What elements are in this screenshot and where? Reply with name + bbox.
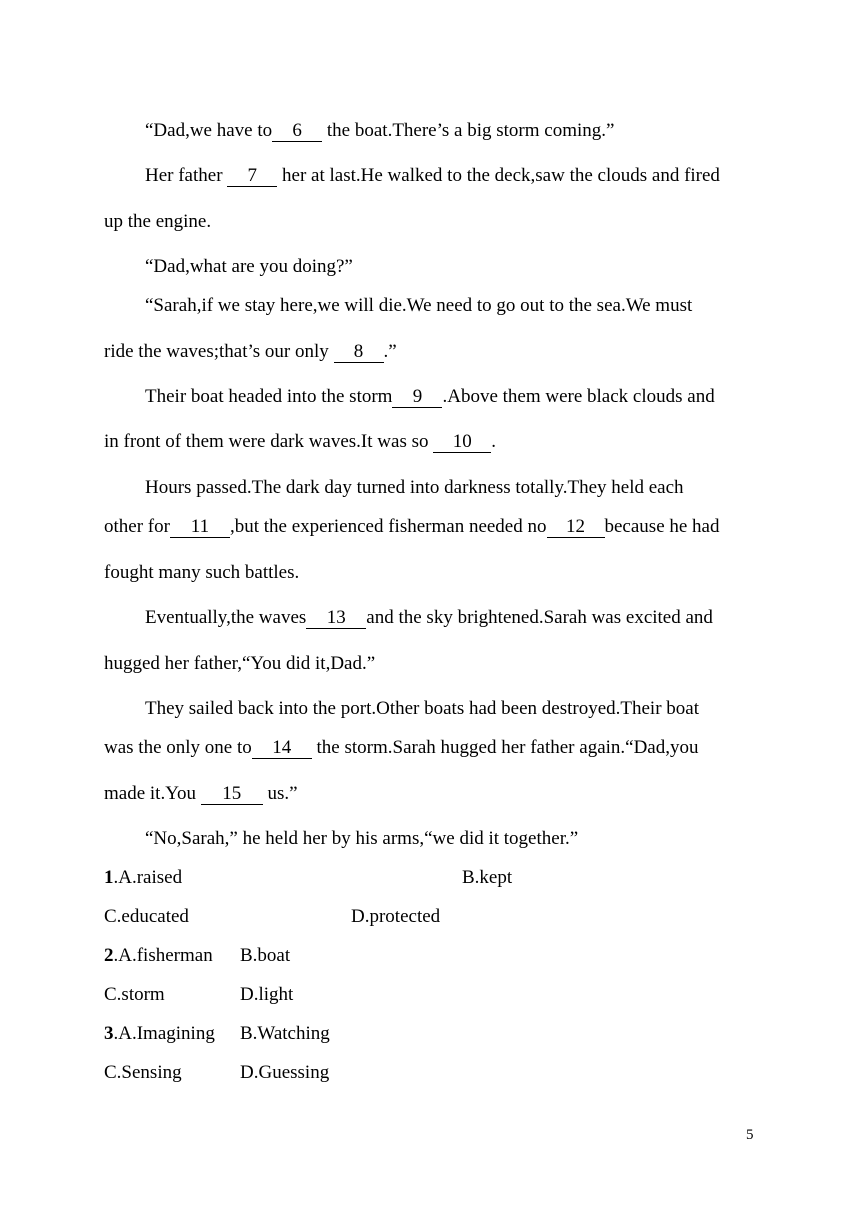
passage-line-4: “Dad,what are you doing?”: [145, 256, 353, 277]
question-1-option-c: C.educated: [104, 906, 189, 927]
passage-text: the boat.There’s a big storm coming.”: [322, 120, 615, 141]
question-2-option-a: [104, 944, 213, 968]
question-2-option-b: B.boat: [240, 945, 291, 966]
question-2-option-d: D.light: [240, 984, 294, 1005]
passage-line-9: Hours passed.The dark day turned into darkness totally.They held each: [145, 477, 684, 498]
passage-text: Eventually,the waves: [145, 607, 307, 628]
passage-line-13: hugged her father,“You did it,Dad.”: [104, 653, 376, 674]
blank-13: 13: [306, 608, 366, 629]
question-number: 1: [104, 867, 114, 888]
passage-line-10: [104, 515, 720, 539]
question-number: 2: [104, 945, 114, 966]
blank-15: 15: [201, 784, 263, 805]
passage-line-2: [145, 164, 720, 188]
passage-text: other for: [104, 516, 170, 537]
blank-10: 10: [433, 432, 491, 453]
passage-text: because he had: [604, 516, 720, 537]
passage-line-3: up the engine.: [104, 211, 212, 232]
blank-12: 12: [547, 517, 605, 538]
question-3-option-b: B.Watching: [240, 1023, 330, 1044]
question-number: 3: [104, 1023, 114, 1044]
blank-7: 7: [227, 166, 277, 187]
page-number: 5: [746, 1127, 754, 1143]
blank-8: 8: [334, 342, 384, 363]
passage-text: and the sky brightened.Sarah was excited and: [366, 607, 713, 628]
passage-text: us.”: [262, 783, 298, 804]
passage-line-16: [104, 782, 298, 806]
option-text: .A.raised: [113, 867, 183, 888]
question-1-option-a: [104, 866, 182, 890]
passage-line-15: [104, 736, 699, 760]
option-text: .A.fisherman: [113, 945, 213, 966]
passage-text: made it.You: [104, 783, 201, 804]
passage-text: in front of them were dark waves.It was so: [104, 431, 434, 452]
blank-11: 11: [170, 517, 230, 538]
passage-text: “Dad,we have to: [145, 120, 273, 141]
passage-text: .: [491, 431, 496, 452]
passage-line-5: “Sarah,if we stay here,we will die.We need to go out to the sea.We must: [145, 295, 693, 316]
question-3-option-a: [104, 1022, 215, 1046]
passage-text: ,but the experienced fisherman needed no: [229, 516, 547, 537]
blank-14: 14: [252, 738, 312, 759]
passage-line-1: [145, 119, 614, 143]
passage-line-12: [145, 606, 713, 630]
question-3-option-d: D.Guessing: [240, 1062, 330, 1083]
passage-line-17: “No,Sarah,” he held her by his arms,“we did it together.”: [145, 828, 579, 849]
question-1-option-b: B.kept: [462, 867, 513, 888]
passage-text: her at last.He walked to the deck,saw the clouds and fired: [277, 165, 720, 186]
passage-text: Their boat headed into the storm: [145, 386, 393, 407]
passage-line-11: fought many such battles.: [104, 562, 300, 583]
blank-6: 6: [272, 121, 322, 142]
passage-line-14: They sailed back into the port.Other boats had been destroyed.Their boat: [145, 698, 699, 719]
passage-text: the storm.Sarah hugged her father again.“Dad,you: [311, 737, 699, 758]
question-3-option-c: C.Sensing: [104, 1062, 182, 1083]
passage-line-6: [104, 340, 397, 364]
blank-9: 9: [392, 387, 442, 408]
passage-line-8: [104, 430, 496, 454]
passage-line-7: [145, 385, 715, 409]
option-text: .A.Imagining: [113, 1023, 215, 1044]
passage-text: .Above them were black clouds and: [442, 386, 715, 407]
question-2-option-c: C.storm: [104, 984, 165, 1005]
passage-text: was the only one to: [104, 737, 252, 758]
passage-text: ride the waves;that’s our only: [104, 341, 334, 362]
question-1-option-d: D.protected: [351, 906, 441, 927]
passage-text: Her father: [145, 165, 228, 186]
passage-text: .”: [383, 341, 397, 362]
